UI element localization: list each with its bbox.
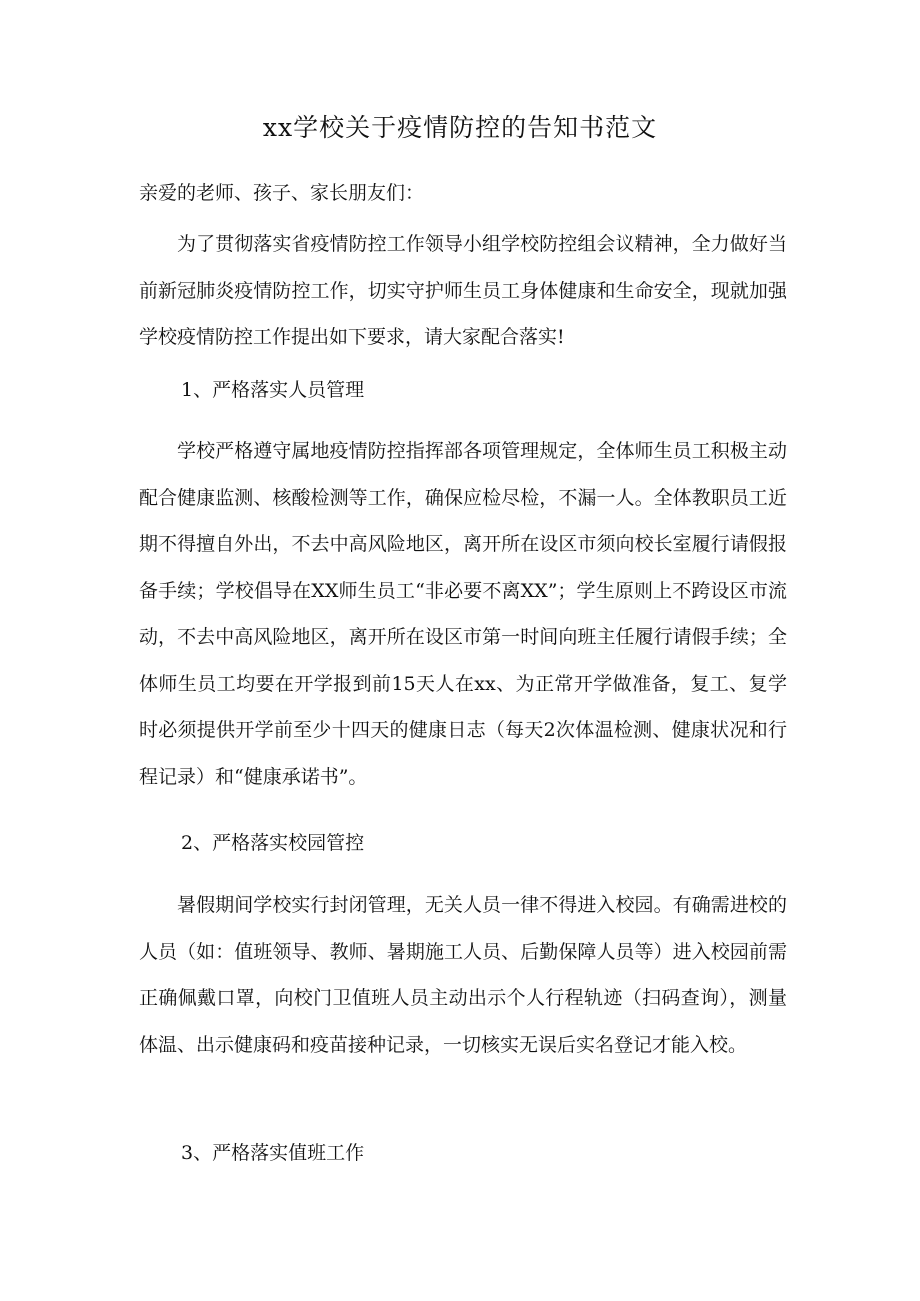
document-title: xx学校关于疫情防控的告知书范文 <box>262 113 658 142</box>
section-body-2: 暑假期间学校实行封闭管理，无关人员一律不得进入校园。有确需进校的人员（如：值班领导、教师、暑期施工人员、后勤保障人员等）进入校园前需正确佩戴口罩，向校门卫值班人员主动出示个人行程轨迹（扫码查询），测量体温、出示健康码和疫苗接种记录，一切核实无误后实名登记才能入校。 <box>139 894 787 1056</box>
intro-paragraph: 为了贯彻落实省疫情防控工作领导小组学校防控组会议精神，全力做好当前新冠肺炎疫情防控工作，切实守护师生员工身体健康和生命安全，现就加强学校疫情防控工作提出如下要求，请大家配合落实! <box>139 233 787 348</box>
section-heading-1: 1、严格落实人员管理 <box>181 379 365 401</box>
salutation: 亲爱的老师、孩子、家长朋友们： <box>139 182 425 204</box>
section-body-1: 学校严格遵守属地疫情防控指挥部各项管理规定，全体师生员工积极主动配合健康监测、核酸检测等工作，确保应检尽检，不漏一人。全体教职员工近期不得擅自外出，不去中高风险地区，离开所在设区市须向校长室履行请假报备手续；学校倡导在XX师生员工“非必要不离XX”；学生原则上不跨设区市流动，不去中高风险地区，离开所在设区市第一时间向班主任履行请假手续；全体师生员工均要在开学报到前15天人在xx、为正常开学做准备，复工、复学时必须提供开学前至少十四天的健康日志（每天2次体温检测、健康状况和行程记录）和“健康承诺书”。 <box>139 440 787 788</box>
section-heading-2: 2、严格落实校园管控 <box>181 832 365 854</box>
section-heading-3: 3、严格落实值班工作 <box>181 1142 365 1164</box>
